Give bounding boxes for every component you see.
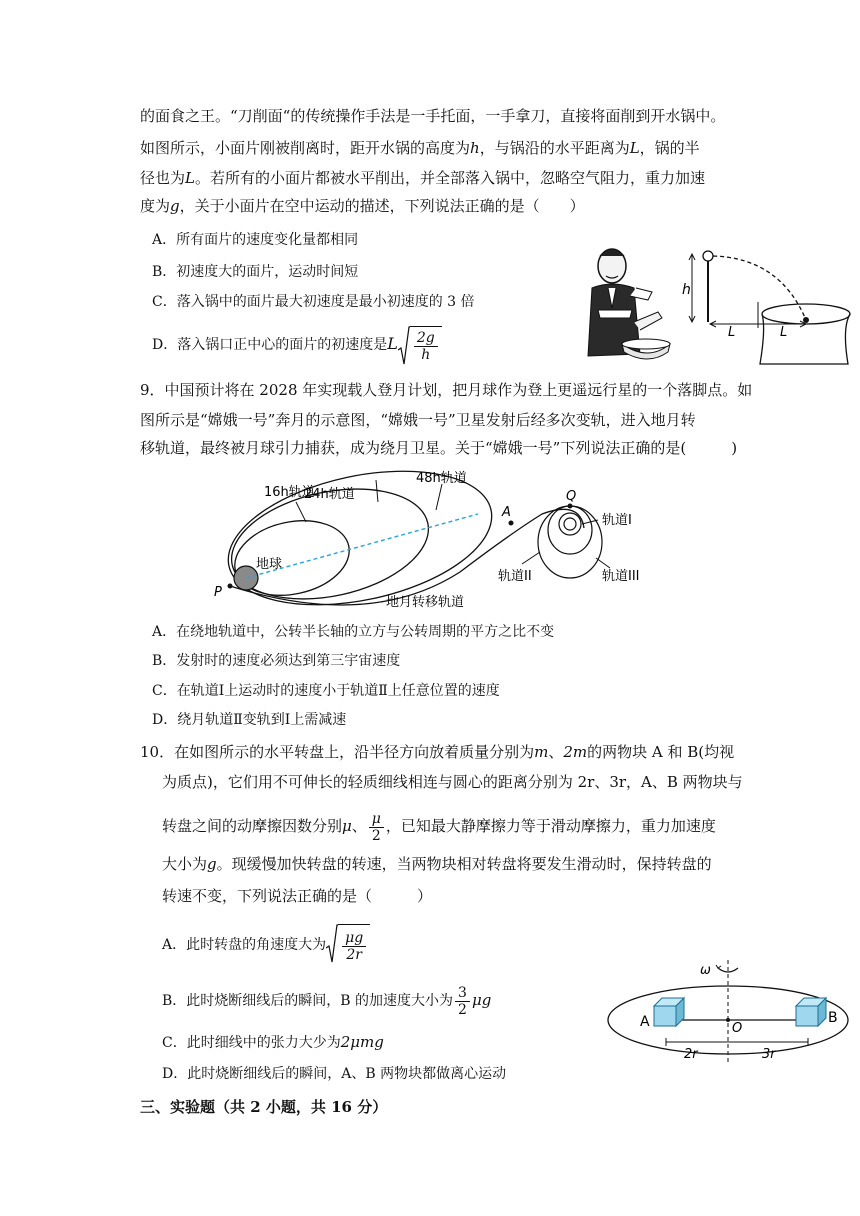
q9-option-c: C．在轨道Ⅰ上运动时的速度小于轨道Ⅱ上任意位置的速度 [152, 683, 500, 699]
center-label: O [732, 1021, 743, 1036]
q8-option-b: B．初速度大的面片，运动时间短 [152, 264, 359, 280]
label-16h: 16h轨道 [264, 485, 315, 500]
distance-label-2: L [780, 325, 788, 340]
q8-line-1: 的面食之王。“刀削面“的传统操作手法是一手托面，一手拿刀，直接将面削到开水锅中。 [140, 107, 726, 125]
trajectory-diagram [680, 244, 852, 368]
distance-label-1: L [728, 325, 736, 340]
sqrt-expression-omega: $\frac{\mu g}{2r}$ [326, 924, 370, 966]
q9-option-b: B．发射时的速度必须达到第三宇宙速度 [152, 653, 401, 669]
label-48h: 48h轨道 [416, 471, 467, 486]
label-24h: 24h轨道 [304, 487, 355, 502]
label-orbit-III: 轨道III [602, 569, 640, 584]
q10-option-d: D．此时烧断细线后的瞬间，A、B 两物块都做离心运动 [162, 1066, 507, 1082]
label-transfer: 地月转移轨道 [386, 595, 465, 610]
label-orbit-II: 轨道II [498, 569, 532, 584]
section-heading: 三、实验题（共 2 小题，共 16 分） [140, 1098, 388, 1116]
q10-option-b: B．此时烧断细线后的瞬间，B 的加速度大小为 $\frac{3}{2}$ μg [162, 984, 492, 1018]
q10-line-1: 10．在如图所示的水平转盘上，沿半径方向放着质量分别为m、2m的两物块 A 和 B(均视 [140, 743, 735, 761]
radius-3r-label: 3r [762, 1047, 776, 1062]
height-label: h [682, 282, 691, 298]
q10-option-a: A．此时转盘的角速度大为 $\frac{\mu g}{2r}$ [162, 924, 370, 966]
q8-option-c: C．落入锅中的面片最大初速度是最小初速度的 3 倍 [152, 294, 475, 310]
label-Q: Q [566, 489, 577, 504]
label-P: P [214, 585, 222, 600]
block-b-label: B [828, 1010, 838, 1026]
radius-2r-label: 2r [684, 1047, 698, 1062]
q10-line-5: 转速不变，下列说法正确的是（ ） [162, 887, 433, 905]
q9-option-a: A．在绕地轨道中，公转半长轴的立方与公转周期的平方之比不变 [152, 624, 555, 640]
orbit-III [538, 506, 602, 578]
turntable-diagram [604, 954, 852, 1066]
block-a-label: A [640, 1014, 650, 1030]
q8-option-d: D．落入锅口正中心的面片的初速度是L $\frac{2g}{h}$ [152, 326, 442, 364]
chef-illustration [578, 244, 674, 368]
label-orbit-I: 轨道I [602, 513, 632, 528]
q8-option-a: A．所有面片的速度变化量都相同 [152, 232, 359, 248]
omega-label: ω [700, 963, 711, 978]
q9-line-2: 图所示是“嫦娥一号”奔月的示意图，“嫦娥一号”卫星发射后经多次变轨，进入地月转 [140, 411, 696, 429]
sqrt-expression: $\frac{2g}{h}$ [398, 326, 442, 364]
q10-line-2: 为质点)，它们用不可伸长的轻质细线相连与圆心的距离分别为 2r、3r，A、B 两物块与 [162, 773, 743, 791]
lunar-orbit-diagram [210, 462, 670, 614]
q9-line-1: 9．中国预计将在 2028 年实现载人登月计划，把月球作为登上更遥远行星的一个落脚点。如 [140, 381, 753, 399]
q9-option-d: D．绕月轨道Ⅱ变轨到Ⅰ上需减速 [152, 712, 347, 728]
q8-line-3: 径也为L。若所有的小面片都被水平削出，并全部落入锅中，忽略空气阻力，重力加速 [140, 169, 705, 187]
label-earth: 地球 [256, 557, 283, 572]
q8-line-4: 度为g，关于小面片在空中运动的描述，下列说法正确的是（ ） [140, 197, 585, 215]
label-A: A [502, 505, 511, 520]
q10-option-c: C．此时细线中的张力大少为2μmg [162, 1033, 384, 1051]
q8-line-2: 如图所示，小面片刚被削离时，距开水锅的高度为h，与锅沿的水平距离为L，锅的半 [140, 139, 700, 157]
q9-line-3: 移轨道，最终被月球引力捕获，成为绕月卫星。关于“嫦娥一号”下列说法正确的是( ) [140, 439, 738, 457]
q10-line-3: 转盘之间的动摩擦因数分别μ、 $\frac{\mu}{2}$ ，已知最大静摩擦力等于滑动摩擦力，重力加速度 [162, 810, 716, 844]
moon-icon [564, 518, 576, 530]
q10-line-4: 大小为g。现缓慢加快转盘的转速，当两物块相对转盘将要发生滑动时，保持转盘的 [162, 855, 712, 873]
